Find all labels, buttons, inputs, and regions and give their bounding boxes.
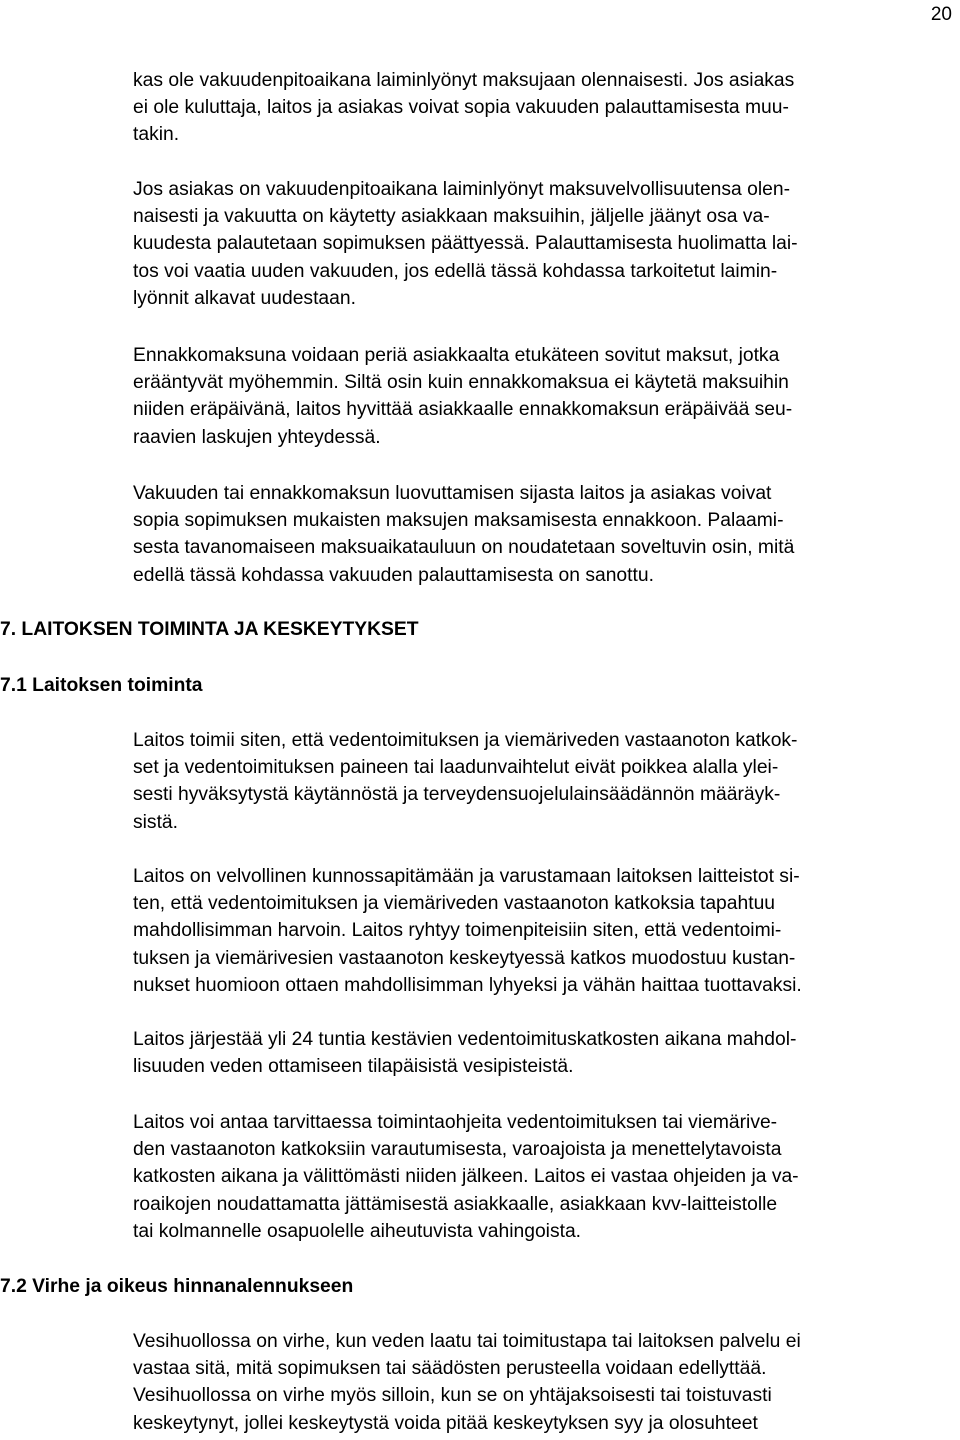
text-line: ei ole kuluttaja, laitos ja asiakas voivat sopia vakuuden palauttamisesta muu- [133, 97, 789, 119]
text-line: lyönnit alkavat uudestaan. [133, 287, 356, 309]
text-line: roaikojen noudattamatta jättämisestä asiakkaalle, asiakkaan kvv-laitteistolle [133, 1193, 778, 1215]
text-line: naisesti ja vakuutta on käytetty asiakkaan maksuihin, jäljelle jäänyt osa va- [133, 206, 770, 228]
text-line: edellä tässä kohdassa vakuuden palauttamisesta on sanottu. [133, 564, 654, 586]
text-line: Laitos on velvollinen kunnossapitämään ja varustamaan laitoksen laitteistot si- [133, 866, 800, 887]
subsection-heading: 7.1 Laitoksen toiminta [0, 675, 203, 696]
text-line: Laitos toimii siten, että vedentoimituksen ja viemäriveden vastaanoton katkok- [133, 730, 798, 751]
text-line: tai kolmannelle osapuolelle aiheutuvista vahingoista. [133, 1220, 582, 1242]
text-line: ten, että vedentoimituksen ja viemäriveden vastaanoton katkoksia tapahtuu [133, 893, 776, 915]
text-line: Vesihuollossa on virhe myös silloin, kun se on yhtäjaksoisesti tai toistuvasti [133, 1385, 772, 1407]
text-line: raavien laskujen yhteydessä. [133, 426, 381, 448]
text-line: den vastaanoton katkoksiin varautumisesta, varoajoista ja menettelytavoista [133, 1139, 782, 1161]
paragraph [133, 863, 960, 999]
text-line: tos voi vaatia uuden vakuuden, jos edellä tässä kohdassa tarkoitetut laimin- [133, 260, 778, 282]
text-line: niiden eräpäivänä, laitos hyvittää asiakkaalle ennakkomaksun eräpäivää seu- [133, 399, 793, 421]
text-line: tuksen ja viemärivesien vastaanoton keskeytyessä katkos muodostuu kustan- [133, 947, 796, 969]
paragraph [133, 480, 960, 589]
text-line: set ja vedentoimituksen paineen tai laadunvaihtelut eivät poikkea alalla ylei- [133, 757, 779, 779]
page-number: 20 [930, 4, 952, 25]
text-line: takin. [133, 124, 180, 146]
text-line: Vakuuden tai ennakkomaksun luovuttamisen sijasta laitos ja asiakas voivat [133, 483, 772, 504]
text-line: vastaa sitä, mitä sopimuksen tai säädösten perusteella voidaan edellyttää. [133, 1358, 767, 1380]
text-line: lisuuden veden ottamiseen tilapäisistä vesipisteistä. [133, 1056, 574, 1078]
paragraph [133, 1328, 960, 1437]
text-line: katkosten aikana ja välittömästi niiden jälkeen. Laitos ei vastaa ohjeiden ja va- [133, 1166, 799, 1188]
paragraph [133, 342, 960, 451]
text-line: sesti hyväksytystä käytännöstä ja terveydensuojelulainsäädännön määräyk- [133, 784, 781, 806]
text-line: Laitos järjestää yli 24 tuntia kestävien vedentoimituskatkosten aikana mahdol- [133, 1029, 797, 1050]
text-line: Laitos voi antaa tarvittaessa toimintaohjeita vedentoimituksen tai viemärive- [133, 1112, 778, 1133]
text-line: Vesihuollossa on virhe, kun veden laatu tai toimitustapa tai laitoksen palvelu ei [133, 1331, 801, 1352]
paragraph [133, 67, 960, 149]
text-line: sesta tavanomaiseen maksuaikatauluun on noudatetaan soveltuvin osin, mitä [133, 537, 795, 559]
paragraph [133, 176, 960, 312]
paragraph [133, 727, 960, 836]
text-line: kuudesta palautetaan sopimuksen päättyessä. Palauttamisesta huolimatta lai- [133, 233, 798, 255]
text-line: kas ole vakuudenpitoaikana laiminlyönyt maksujaan olennaisesti. Jos asiakas [133, 70, 795, 91]
subsection-heading: 7.2 Virhe ja oikeus hinnanalennukseen [0, 1276, 354, 1297]
paragraph [133, 1109, 960, 1245]
text-line: sistä. [133, 811, 179, 833]
paragraph [133, 1026, 960, 1080]
text-line: sopia sopimuksen mukaisten maksujen maksamisesta ennakkoon. Palaami- [133, 510, 784, 532]
text-line: mahdollisimman harvoin. Laitos ryhtyy toimenpiteisiin siten, että vedentoimi- [133, 920, 782, 942]
text-line: Jos asiakas on vakuudenpitoaikana laiminlyönyt maksuvelvollisuutensa olen- [133, 179, 791, 200]
section-heading: 7. LAITOKSEN TOIMINTA JA KESKEYTYKSET [0, 619, 419, 640]
text-line: erääntyvät myöhemmin. Siltä osin kuin ennakkomaksua ei käytetä maksuihin [133, 372, 789, 394]
text-line: Ennakkomaksuna voidaan periä asiakkaalta etukäteen sovitut maksut, jotka [133, 345, 780, 366]
text-line: nukset huomioon ottaen mahdollisimman lyhyeksi ja vähän haittaa tuottavaksi. [133, 974, 802, 996]
text-line: keskeytynyt, jollei keskeytystä voida pitää keskeytyksen syy ja olosuhteet [133, 1412, 758, 1434]
